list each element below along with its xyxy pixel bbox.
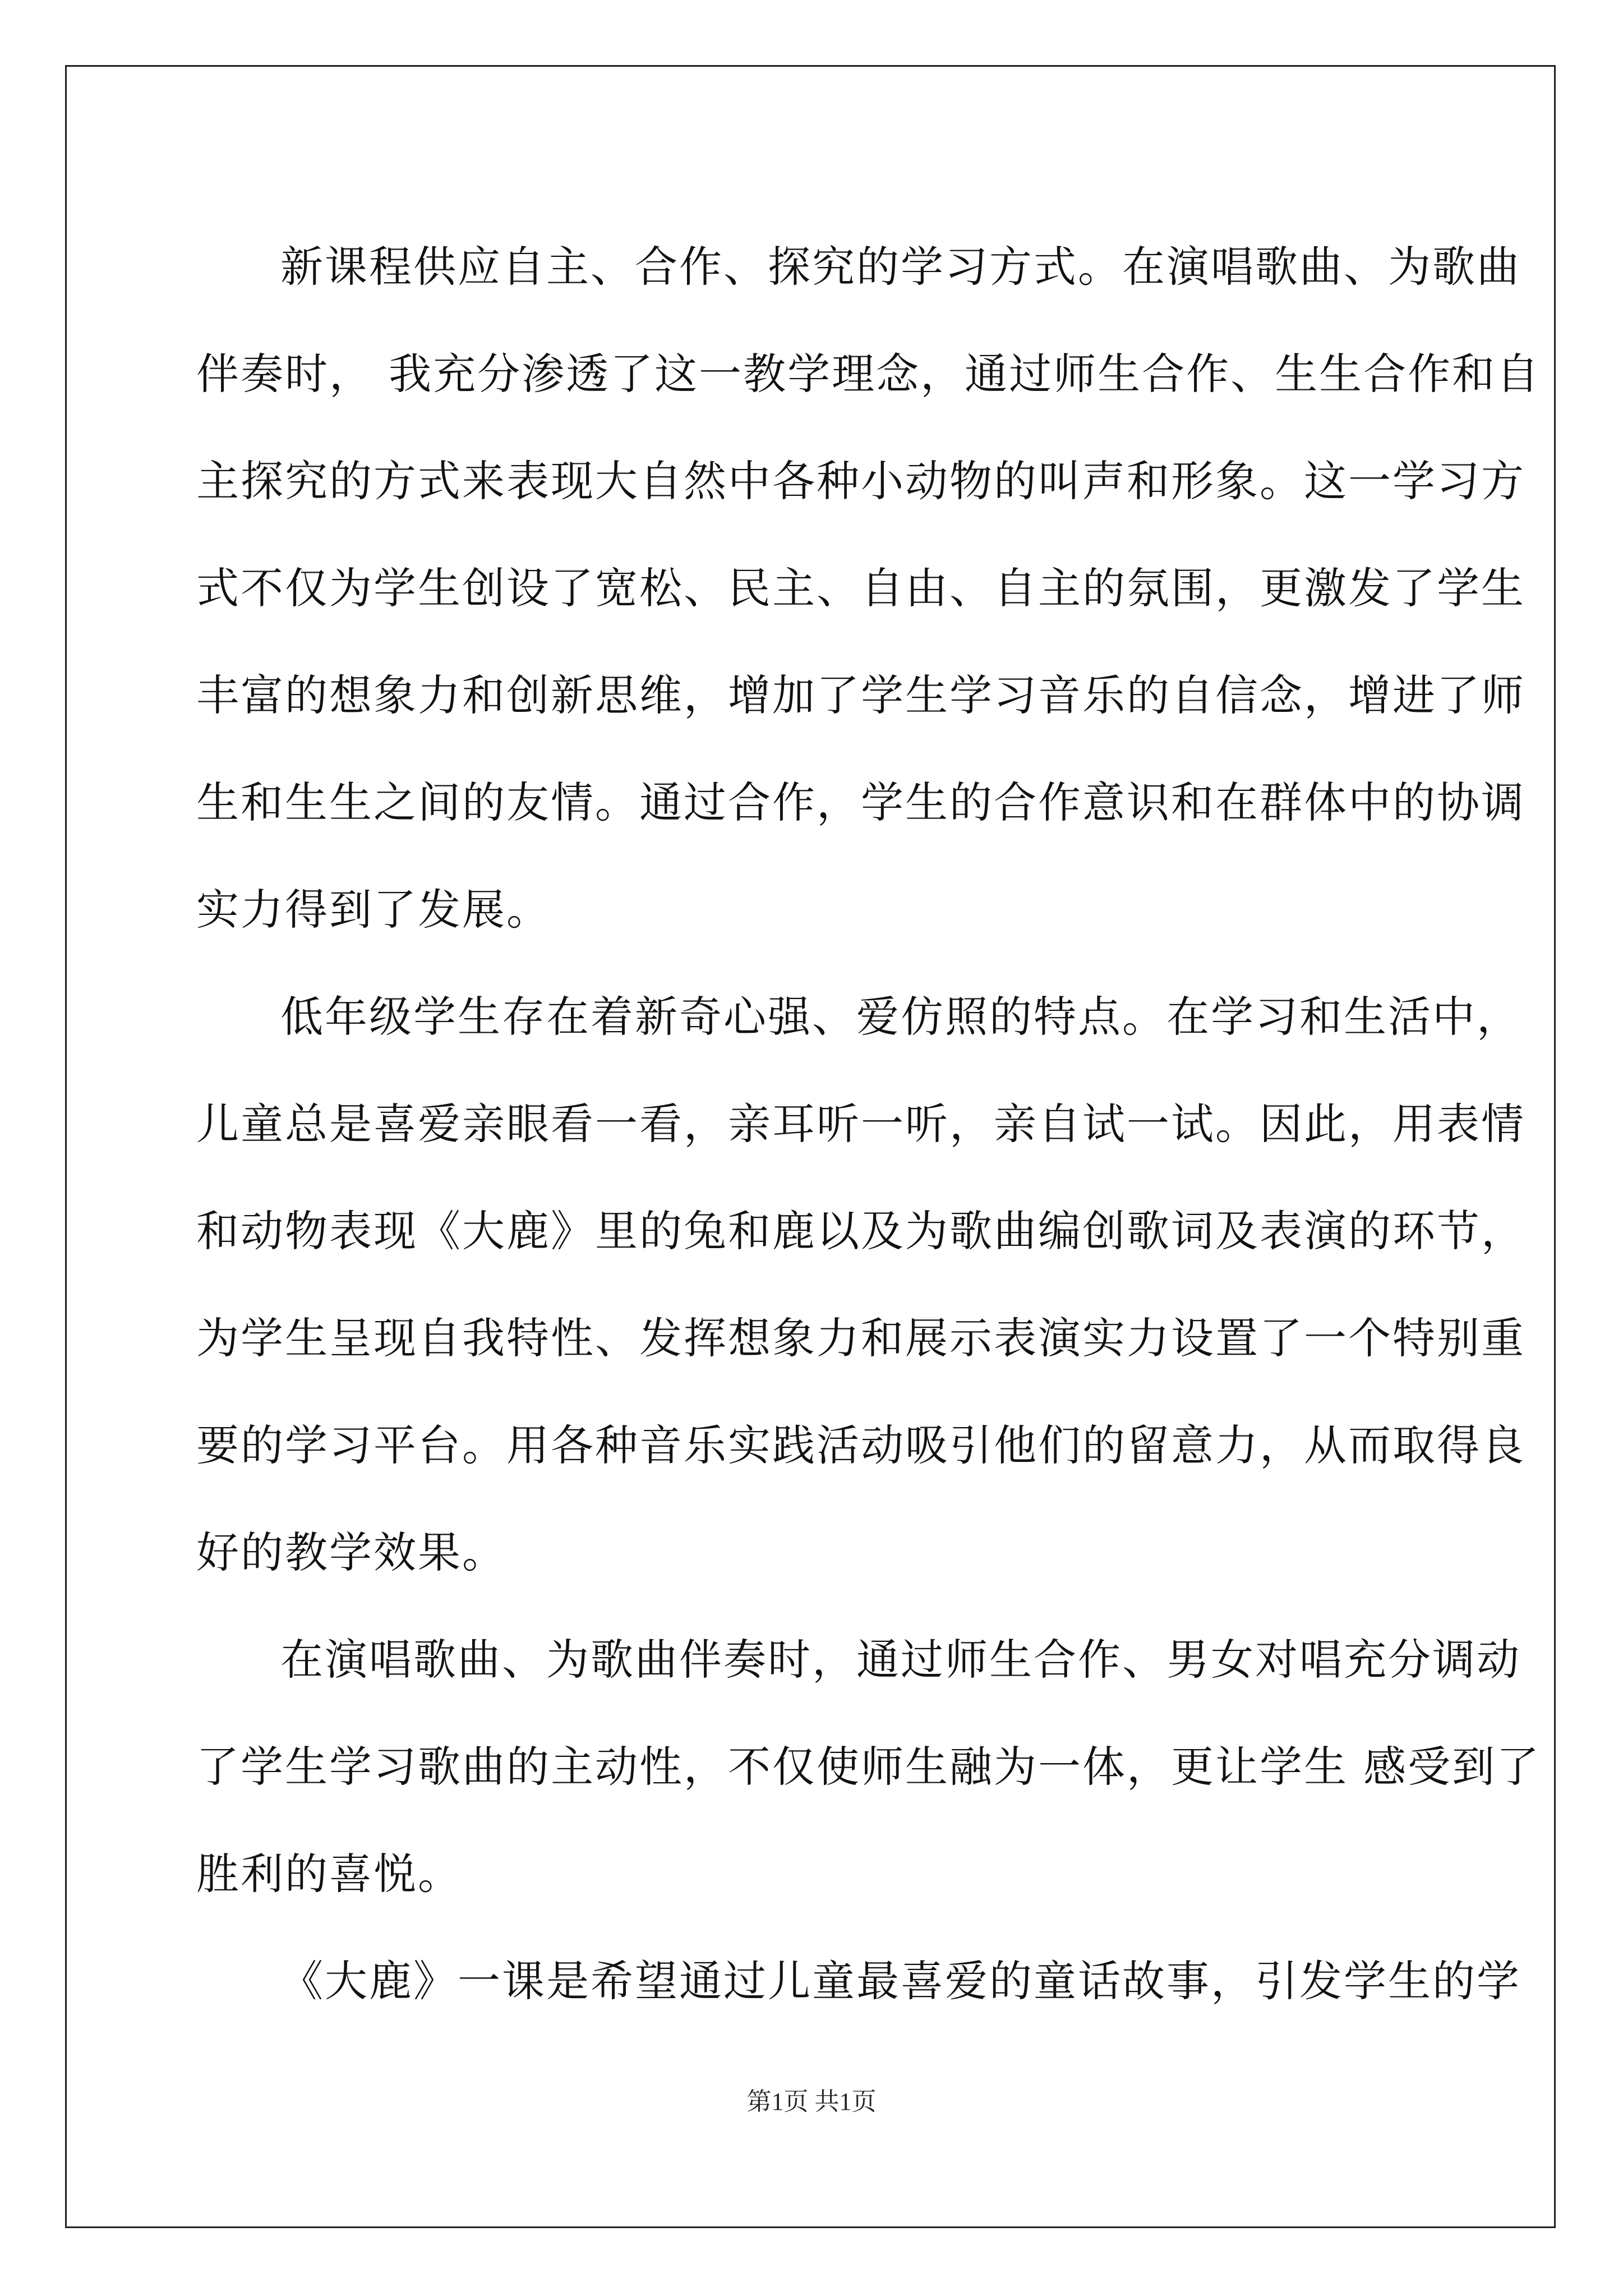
text-line: 低年级学生存在着新奇心强、爱仿照的特点。在学习和生活中，	[280, 992, 1521, 1042]
page-footer: 第1页 共1页	[746, 2088, 877, 2115]
text-line: 在演唱歌曲、为歌曲伴奏时，通过师生合作、男女对唱充分调动	[280, 1635, 1521, 1685]
text-line: 新课程供应自主、合作、探究的学习方式。在演唱歌曲、为歌曲	[280, 242, 1521, 292]
document-body	[196, 213, 1541, 2035]
text-line: 儿童总是喜爱亲眼看一看，亲耳听一听，亲自试一试。因此，用表情	[196, 1099, 1525, 1149]
text-line: 生和生生之间的友情。通过合作，学生的合作意识和在群体中的协调	[196, 777, 1525, 827]
text-line: 《大鹿》一课是希望通过儿童最喜爱的童话故事，引发学生的学	[280, 1956, 1521, 2006]
text-line: 为学生呈现自我特性、发挥想象力和展示表演实力设置了一个特别重	[196, 1313, 1525, 1363]
text-line: 好的教学效果。	[196, 1527, 506, 1577]
text-line: 胜利的喜悦。	[196, 1849, 462, 1899]
text-line: 了学生学习歌曲的主动性，不仅使师生融为一体，更让学生 感受到了	[196, 1742, 1541, 1792]
text-line: 和动物表现《大鹿》里的兔和鹿以及为歌曲编创歌词及表演的环节，	[196, 1206, 1525, 1256]
text-line: 实力得到了发展。	[196, 885, 551, 935]
text-line: 要的学习平台。用各种音乐实践活动吸引他们的留意力，从而取得良	[196, 1420, 1525, 1470]
text-line: 伴奏时， 我充分渗透了这一教学理念，通过师生合作、生生合作和自	[196, 349, 1541, 399]
text-line: 主探究的方式来表现大自然中各种小动物的叫声和形象。这一学习方	[196, 456, 1525, 506]
text-line: 丰富的想象力和创新思维，增加了学生学习音乐的自信念，增进了师	[196, 670, 1525, 720]
text-line: 式不仅为学生创设了宽松、民主、自由、自主的氛围，更激发了学生	[196, 563, 1525, 613]
